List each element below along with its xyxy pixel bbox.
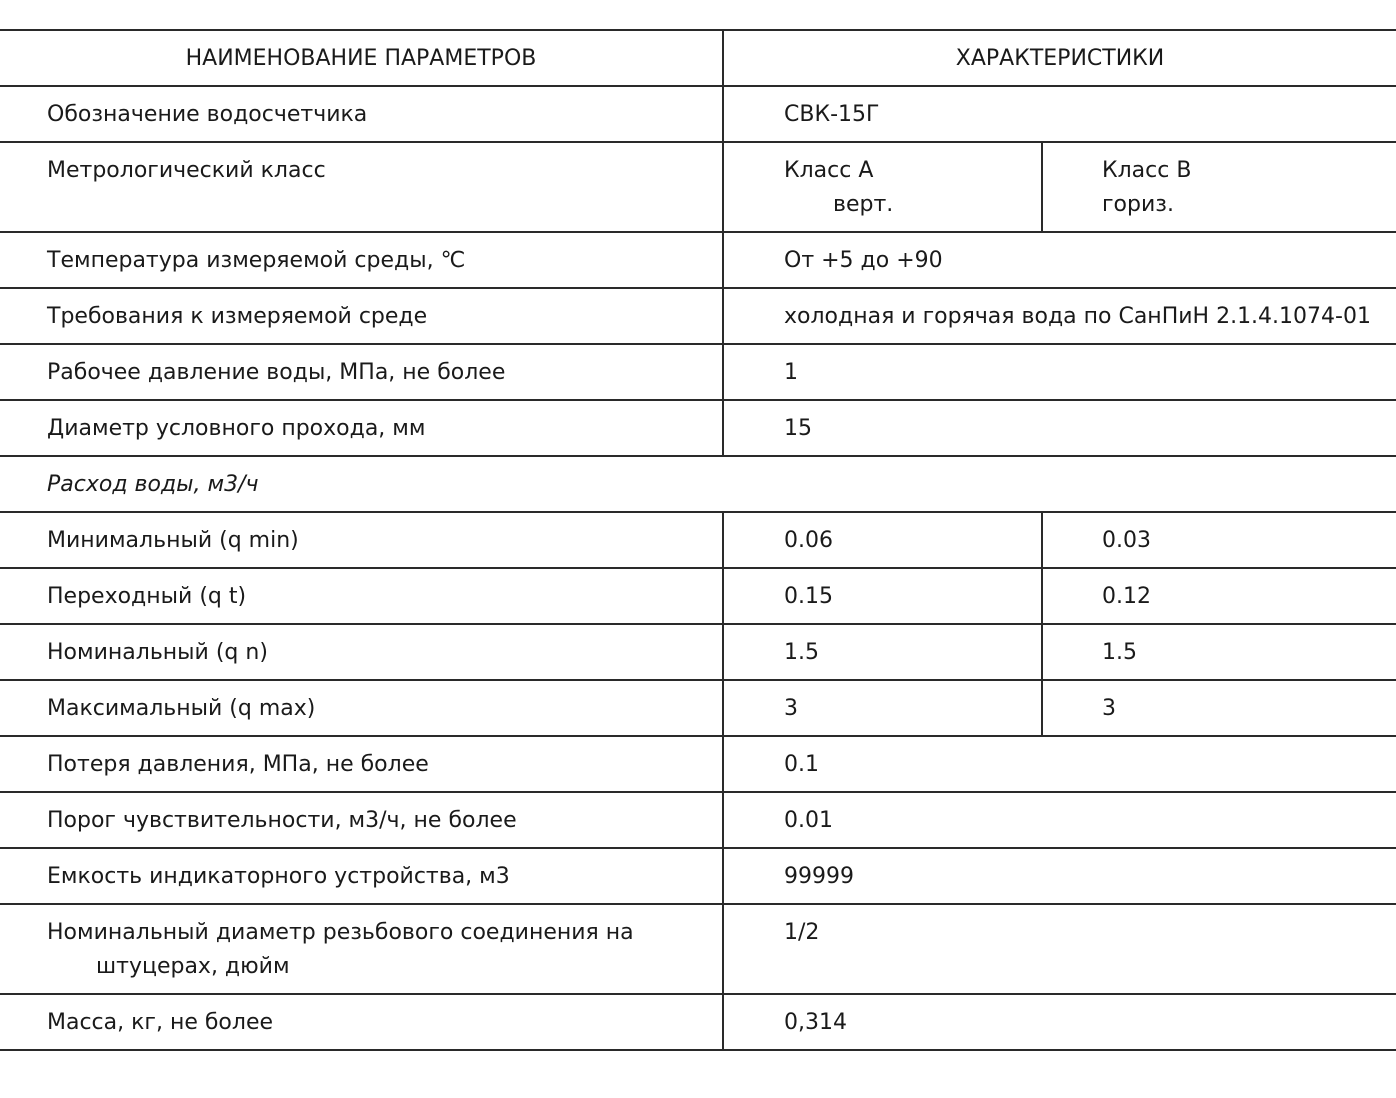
spec-table: [0, 29, 1396, 1051]
table-row: [0, 344, 1396, 400]
class-b-value: 0.03: [1102, 528, 1151, 553]
table-row: [0, 400, 1396, 456]
param-value: 0,314: [784, 1010, 847, 1035]
class-a-value: 3: [784, 696, 798, 721]
class-b-value: 3: [1102, 696, 1116, 721]
param-label: Температура измеряемой среды, ℃: [47, 248, 466, 273]
table-row: [0, 232, 1396, 288]
param-value: 1/2: [784, 920, 820, 945]
header-value-cell: [723, 30, 1396, 86]
table-row: [0, 512, 1396, 568]
class-b-label: Класс В: [1102, 158, 1192, 183]
table-row: [0, 848, 1396, 904]
param-label: Потеря давления, МПа, не более: [47, 752, 429, 777]
section-row: [0, 456, 1396, 512]
param-label: Емкость индикаторного устройства, м3: [47, 864, 510, 889]
table-row: [0, 994, 1396, 1050]
param-label: Максимальный (q max): [47, 696, 316, 721]
table-header-row: [0, 30, 1396, 86]
param-value: 0.01: [784, 808, 833, 833]
table-row: [0, 624, 1396, 680]
param-label: Номинальный диаметр резьбового соединения на: [47, 920, 634, 945]
class-a-label: Класс А: [784, 158, 874, 183]
param-label: Диаметр условного прохода, мм: [47, 416, 426, 441]
param-label: Масса, кг, не более: [47, 1010, 274, 1035]
param-label: Порог чувствительности, м3/ч, не более: [47, 808, 517, 833]
class-a-orientation: верт.: [833, 192, 894, 217]
param-label: Рабочее давление воды, МПа, не более: [47, 360, 506, 385]
class-a-value: 0.06: [784, 528, 833, 553]
header-param: НАИМЕНОВАНИЕ ПАРАМЕТРОВ: [185, 46, 537, 71]
table-row: [0, 568, 1396, 624]
param-label: Минимальный (q min): [47, 528, 299, 553]
param-value: 15: [784, 416, 812, 441]
class-b-orientation: гориз.: [1102, 192, 1174, 217]
table-row: [0, 736, 1396, 792]
param-value: СВК-15Г: [784, 102, 880, 127]
table-row: [0, 142, 1396, 232]
param-value: 1: [784, 360, 798, 385]
class-b-value: 1.5: [1102, 640, 1137, 665]
table-row: [0, 288, 1396, 344]
table-row: [0, 680, 1396, 736]
param-value: От +5 до +90: [784, 248, 943, 273]
class-a-value: 0.15: [784, 584, 833, 609]
section-title: Расход воды, м3/ч: [47, 472, 259, 497]
param-label: Обозначение водосчетчика: [47, 102, 368, 127]
table-row: [0, 904, 1396, 994]
table-row: [0, 86, 1396, 142]
param-value: 0.1: [784, 752, 819, 777]
class-b-value: 0.12: [1102, 584, 1151, 609]
table-row: [0, 792, 1396, 848]
header-param-cell: [0, 30, 723, 86]
param-label: Требования к измеряемой среде: [47, 304, 428, 329]
param-label: Переходный (q t): [47, 584, 247, 609]
header-value: ХАРАКТЕРИСТИКИ: [955, 46, 1165, 71]
param-value: холодная и горячая вода по СанПиН 2.1.4.1074-01: [784, 304, 1371, 329]
param-label-continuation: штуцерах, дюйм: [96, 954, 290, 979]
class-a-value: 1.5: [784, 640, 819, 665]
param-label: Метрологический класс: [47, 158, 326, 183]
param-value: 99999: [784, 864, 854, 889]
param-label: Номинальный (q n): [47, 640, 268, 665]
